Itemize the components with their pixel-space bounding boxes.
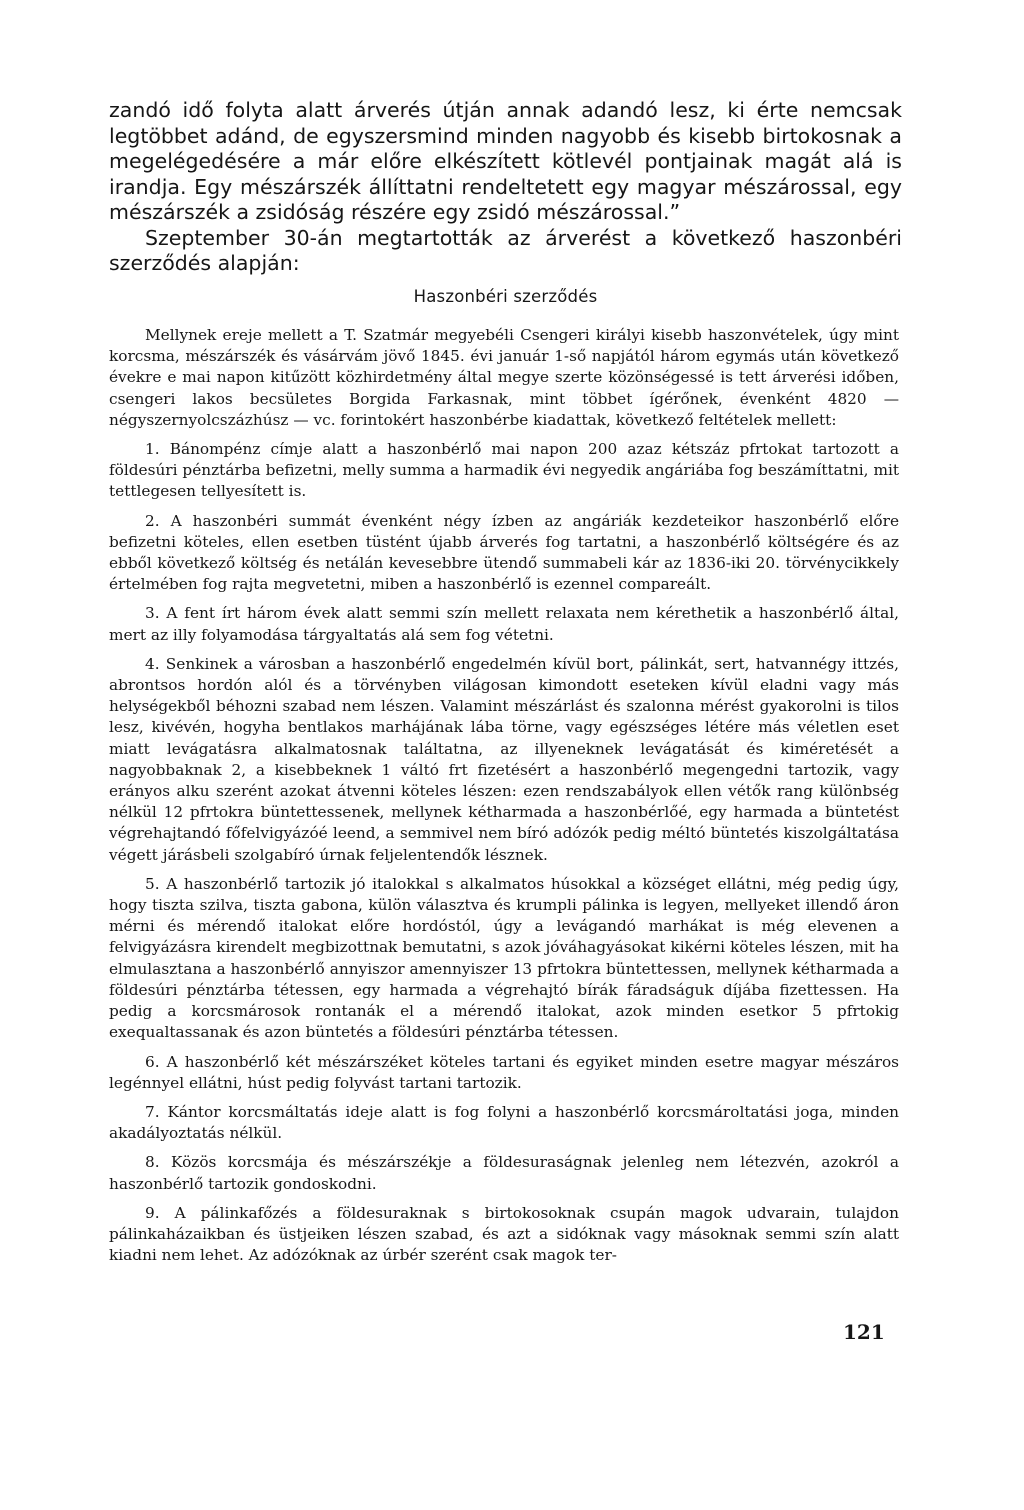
contract-item-8: 8. Közös korcsmája és mészárszékje a földesuraságnak jelenleg nem létezvén, azokról a haszonbérlő tartozik gondoskodni.	[109, 1153, 899, 1193]
contract-body	[109, 325, 899, 1274]
contract-preamble: Mellynek ereje mellett a T. Szatmár megyebéli Csengeri királyi kisebb haszonvételek, úgy mint korcsma, mészárszék és vásárvám jövő 1845. évi január 1-ső napjától három egymás után következő évekre e mai napon kitűzött közhirdetmény által megye szerte közönségessé is tett árverési időben, csengeri lakos becsületes Borgida Farkasnak, mint többet ígérőnek, évenként 4820 — négyszernyolcszázhúsz — vc. forintokért haszonbérbe kiadattak, következő feltételek mellett:	[109, 326, 899, 429]
contract-item-5: 5. A haszonbérlő tartozik jó italokkal s alkalmatos húsokkal a községet ellátni, még pedig úgy, hogy tiszta szilva, tiszta gabona, külön választva és krumpli pálinka is legyen, mellyeket illendő áron mérni és mérendő italokat előre hordóstól, úgy a levágandó marhákat is még elevenen a felvigyázásra kirendelt megbizottnak bemutatni, s azok jóváhagyásokat kikérni köteles lészen, mit ha elmulasztana a haszonbérlő annyiszor amennyiszer 13 pfrtokra büntettessen, mellynek kétharmada a földesúri pénztárba tétessen, egy harmada a végrehajtó bírák fáradságuk díjába fizettessen. Ha pedig a korcsmárosok rontanák el a mérendő italokat, azok minden esetkor 5 pfrtokig exequaltassanak és azon büntetés a földesúri pénztárba tétessen.	[109, 874, 899, 1042]
contract-item-1: 1. Bánompénz címje alatt a haszonbérlő mai napon 200 azaz kétszáz pfrtokat tartozott a földesúri pénztárba befizetni, melly summa a harmadik évi negyedik angáriába fog beszámíttatni, mit tettlegesen tellyesített is.	[109, 440, 899, 501]
contract-item-3: 3. A fent írt három évek alatt semmi szín mellett relaxata nem kérethetik a haszonbérlő által, mert az illy folyamodása tárgyaltatás alá sem fog vétetni.	[109, 604, 899, 644]
contract-item-2: 2. A haszonbéri summát évenként négy ízben az angáriák kezdeteikor haszonbérlő előre befizetni köteles, ellen esetben tüstént újabb árverés fog tartatni, a haszonbérlő költségére és az ebből következő költség és netálán kevesebbre ütendő summabeli kár az 1836-iki 20. törvénycikkely értelmében fog rajta megvetetni, miben a haszonbérlő is ezennel compareált.	[109, 511, 899, 594]
page-number: 121	[843, 1320, 885, 1344]
contract-title: Haszonbéri szerződés	[413, 287, 598, 306]
contract-item-7: 7. Kántor korcsmáltatás ideje alatt is fog folyni a haszonbérlő korcsmároltatási joga, minden akadályoztatás nélkül.	[109, 1102, 899, 1143]
auction-paragraph: Szeptember 30-án megtartották az árverést a következő haszonbéri szerződés alapján:	[109, 225, 902, 275]
contract-item-6: 6. A haszonbérlő két mészárszéket köteles tartani és egyiket minden esetre magyar mészáros legénnyel ellátni, húst pedig folyvást tartani tartozik.	[109, 1052, 899, 1092]
contract-item-4: 4. Senkinek a városban a haszonbérlő engedelmén kívül bort, pálinkát, sert, hatvannégy ittzés, abrontsos hordón alól és a törvényben világosan kimondott eseteken kívül eladni vagy más helységekből béhozni szabad nem lészen. Valamint mészárlást és szalonna mérést gyakorolni is tilos lesz, kivévén, hogyha bentlakos marhájának lába törne, vagy egészséges létére más véletlen eset miatt levágatásra alkalmatosnak találtatna, az illyeneknek levágatását és kiméretését a nagyobbaknak 2, a kisebbeknek 1 váltó frt fizetésért a haszonbérlő megengedni tartozik, vagy erányos alku szerént azokat átvenni köteles lészen: ezen rendszabályok ellen vétők rang különbség nélkül 12 pfrtokra büntettessenek, mellynek kétharmada a haszonbérlőé, egy harmada a büntetést végrehajtandó főfelvigyázóé leend, a semmivel nem bíró adózók pedig méltó büntetés kiszolgáltatása végett járásbeli szolgabíró úrnak feljelentendők lésznek.	[109, 654, 899, 864]
contract-item-9: 9. A pálinkafőzés a földesuraknak s birtokosoknak csupán magok udvarain, tulajdon pálinkaházaikban és üstjeiken lészen szabad, és azt a sidóknak vagy másoknak semmi szín alatt kiadni nem lehet. Az adózóknak az úrbér szerént csak magok ter-	[109, 1203, 899, 1265]
intro-text	[109, 98, 902, 277]
continuation-paragraph: zandó idő folyta alatt árverés útján annak adandó lesz, ki érte nemcsak legtöbbet adánd, de egyszersmind minden nagyobb és kisebb birtokosnak a megelégedésére a már előre elkészített kötlevél pontjainak magát alá is irandja. Egy mészárszék állíttatni rendeltetett egy magyar mészárossal, egy mészárszék a zsidóság részére egy zsidó mészárossal.”	[109, 98, 902, 224]
